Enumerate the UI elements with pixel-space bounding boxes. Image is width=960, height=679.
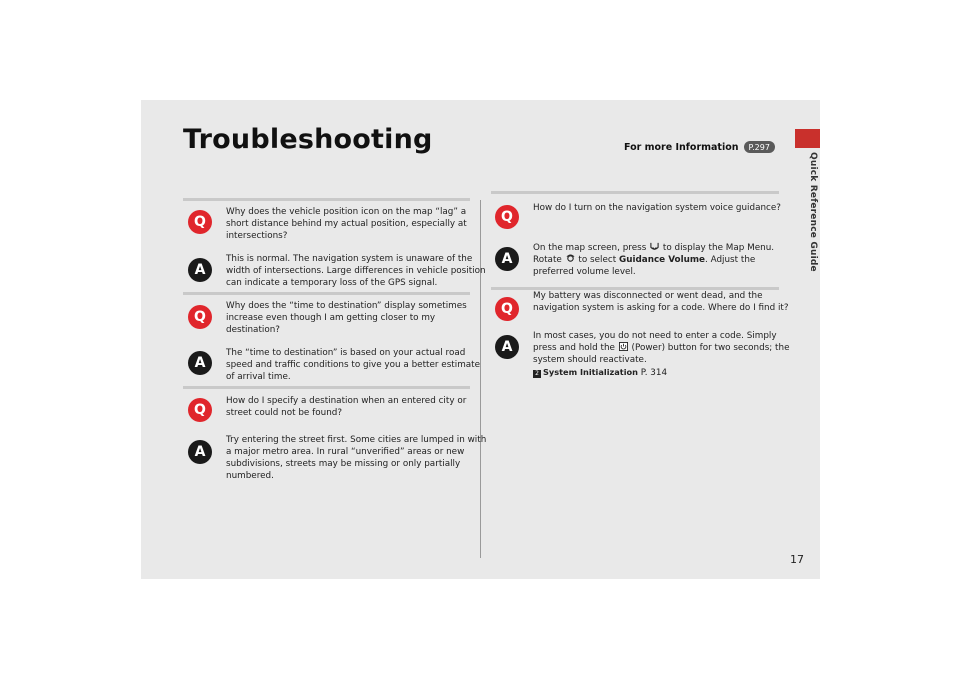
power-button-icon: [619, 342, 628, 351]
section-rule: [183, 292, 470, 295]
cross-reference-link[interactable]: 2 System Initialization P. 314: [533, 366, 789, 379]
question-badge-icon: Q: [188, 210, 212, 234]
page-number: 17: [790, 553, 804, 566]
answer-badge-icon: A: [188, 351, 212, 375]
cross-reference-icon: 2: [533, 370, 541, 378]
answer-text: On the map screen, press to display the Map Menu. Rotate to select Guidance Volume. Adjust the preferred volume level.: [533, 243, 775, 277]
page-title: Troubleshooting: [183, 124, 433, 155]
more-info-link[interactable]: [624, 141, 775, 153]
answer-badge-icon: A: [188, 440, 212, 464]
answer-text: In most cases, you do not need to enter a code. Simply press and hold the (Power) button for two seconds; the system should reactivate. 2 System Initialization P. 314: [533, 331, 790, 378]
more-info-label: For more Information: [624, 141, 739, 153]
answer-text: Try entering the street first. Some cities are lumped in with a major metro area. In rural “unverified” areas or new subdivisions, streets may be missing or only partially numbered.: [226, 435, 487, 481]
question-text: Why does the vehicle position icon on the map “lag” a short distance behind my actual position, especially at intersections?: [226, 207, 467, 241]
question-text: How do I specify a destination when an entered city or street could not be found?: [226, 396, 467, 418]
side-section-label: Quick Reference Guide: [808, 152, 818, 272]
answer-badge-icon: A: [495, 335, 519, 359]
answer-badge-icon: A: [188, 258, 212, 282]
question-badge-icon: Q: [495, 205, 519, 229]
question-text: How do I turn on the navigation system voice guidance?: [533, 203, 781, 213]
answer-text: The “time to destination” is based on your actual road speed and traffic conditions to give you a better estimate of arrival time.: [226, 348, 481, 382]
question-badge-icon: Q: [495, 297, 519, 321]
page-reference-badge[interactable]: [744, 141, 775, 153]
question-badge-icon: Q: [188, 398, 212, 422]
answer-badge-icon: A: [495, 247, 519, 271]
answer-text: This is normal. The navigation system is unaware of the width of intersections. Large differences in vehicle position can indicate a temporary loss of the GPS signal.: [226, 254, 486, 288]
interface-dial-rotate-icon: [566, 254, 575, 263]
section-rule: [183, 198, 470, 201]
question-badge-icon: Q: [188, 305, 212, 329]
question-text: My battery was disconnected or went dead, and the navigation system is asking for a code. Where do I find it?: [533, 291, 789, 313]
question-text: Why does the “time to destination” display sometimes increase even though I am getting closer to my destination?: [226, 301, 467, 335]
map-menu-button-icon: [650, 242, 659, 251]
section-rule: [183, 386, 470, 389]
section-tab-marker: [795, 129, 820, 148]
page-reference-text: P.297: [748, 142, 770, 152]
section-rule: [491, 191, 779, 194]
